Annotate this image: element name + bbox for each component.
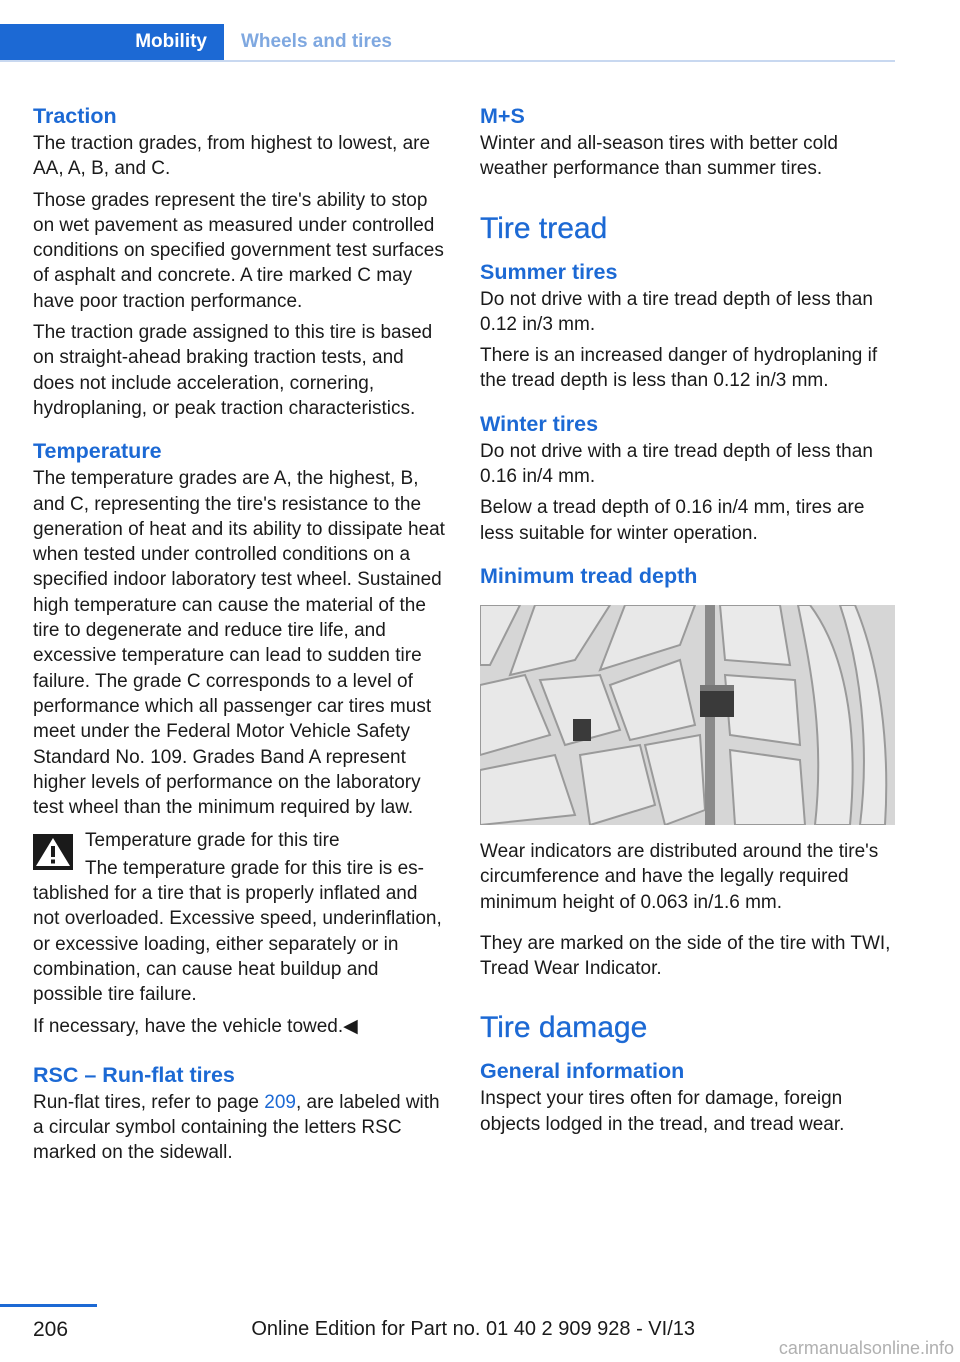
page-number: 206 bbox=[33, 1318, 69, 1341]
summer-tires-heading: Summer tires bbox=[480, 259, 618, 284]
traction-paragraph-3: The traction grade assigned to this tire is based on straight-ahead braking traction tests, and does not include acceleration, cornering, hydroplaning, or peak traction characteristics. bbox=[33, 322, 433, 419]
watermark: carmanualsonline.info bbox=[778, 1338, 954, 1358]
page-209-link[interactable]: 209 bbox=[264, 1091, 296, 1113]
rsc-paragraph: Run-flat tires, refer to page 209, are labeled with a circular symbol containing the letters RSC marked on the sidewall. bbox=[33, 1091, 440, 1164]
rsc-heading: RSC – Run-flat tires bbox=[33, 1062, 235, 1087]
general-information-paragraph: Inspect your tires often for damage, foreign objects lodged in the tread, and tread wear. bbox=[480, 1088, 845, 1135]
right-column bbox=[480, 102, 895, 1137]
tire-tread-heading: Tire tread bbox=[480, 211, 608, 245]
general-information-heading: General information bbox=[480, 1059, 685, 1084]
winter-tires-paragraph-1: Do not drive with a tire tread depth of less than 0.16 in/4 mm. bbox=[480, 440, 873, 488]
wear-indicator-paragraph-2: They are marked on the side of the tire with TWI, Tread Wear Indicator. bbox=[480, 932, 891, 980]
winter-tires-heading: Winter tires bbox=[480, 411, 599, 436]
tire-tread-illustration bbox=[480, 605, 895, 825]
warning-title: Temperature grade for this tire bbox=[85, 830, 340, 852]
traction-paragraph-2: Those grades represent the tire's ability to stop on wet pavement as measured under controlled conditions on specified government test surfaces of asphalt and concrete. A tire marked C may have poor traction performance. bbox=[33, 189, 444, 312]
tire-tread-image bbox=[480, 605, 895, 825]
minimum-tread-depth-heading: Minimum tread depth bbox=[480, 563, 698, 588]
ms-paragraph: Winter and all-season tires with better cold weather performance than summer tires. bbox=[480, 133, 838, 180]
warning-text-line-1: The temperature grade for this tire is es- bbox=[85, 857, 424, 879]
winter-tires-paragraph-2: Below a tread depth of 0.16 in/4 mm, tires are less suitable for winter operation. bbox=[480, 497, 865, 544]
section-tab-wheels-and-tires[interactable]: Wheels and tires bbox=[241, 31, 392, 52]
warning-text-body: tablished for a tire that is properly inflated and not overloaded. Excessive speed, underinflation, or excessive loading, either separately or in combination, can cause heat buildup and possible tire failure. bbox=[33, 883, 442, 1006]
header-divider bbox=[0, 60, 895, 62]
online-edition-label: Online Edition for Part no. 01 40 2 909 928 - VI/13 bbox=[251, 1318, 695, 1340]
warning-block bbox=[33, 828, 448, 1038]
warning-triangle-icon bbox=[33, 834, 73, 870]
section-tab-mobility[interactable]: Mobility bbox=[0, 24, 224, 60]
summer-tires-paragraph-1: Do not drive with a tire tread depth of less than 0.12 in/3 mm. bbox=[480, 288, 873, 335]
tire-damage-heading: Tire damage bbox=[480, 1011, 648, 1045]
traction-heading: Traction bbox=[33, 104, 117, 128]
traction-paragraph-1: The traction grades, from highest to lowest, are AA, A, B, and C. bbox=[33, 133, 431, 180]
footer-divider bbox=[0, 1304, 97, 1307]
left-column bbox=[33, 102, 448, 1166]
warning-end: If necessary, have the vehicle towed.◀ bbox=[33, 1015, 358, 1037]
wear-indicator-paragraph-1: Wear indicators are distributed around the tire's circumference and have the legally required minimum height of 0.063 in/1.6 mm. bbox=[480, 840, 879, 913]
summer-tires-paragraph-2: There is an increased danger of hydroplaning if the tread depth is less than 0.12 in/3 mm. bbox=[480, 345, 878, 392]
temperature-paragraph: The temperature grades are A, the highest, B, and C, representing the tire's resistance to the generation of heat and its ability to dissipate heat when tested under controlled conditions on a specified indoor laboratory test wheel. Sustained high temperature can cause the material of the tire to degenerate and reduce tire life, and excessive temperature can lead to sudden tire failure. The grade C corresponds to a level of performance which all passenger car tires must meet under the Federal Motor Vehicle Safety Standard No. 109. Grades Band A represent higher levels of performance on the laboratory test wheel than the minimum required by law. bbox=[33, 468, 445, 819]
page-header bbox=[0, 24, 895, 62]
temperature-heading: Temperature bbox=[33, 439, 162, 464]
ms-heading: M+S bbox=[480, 104, 525, 128]
